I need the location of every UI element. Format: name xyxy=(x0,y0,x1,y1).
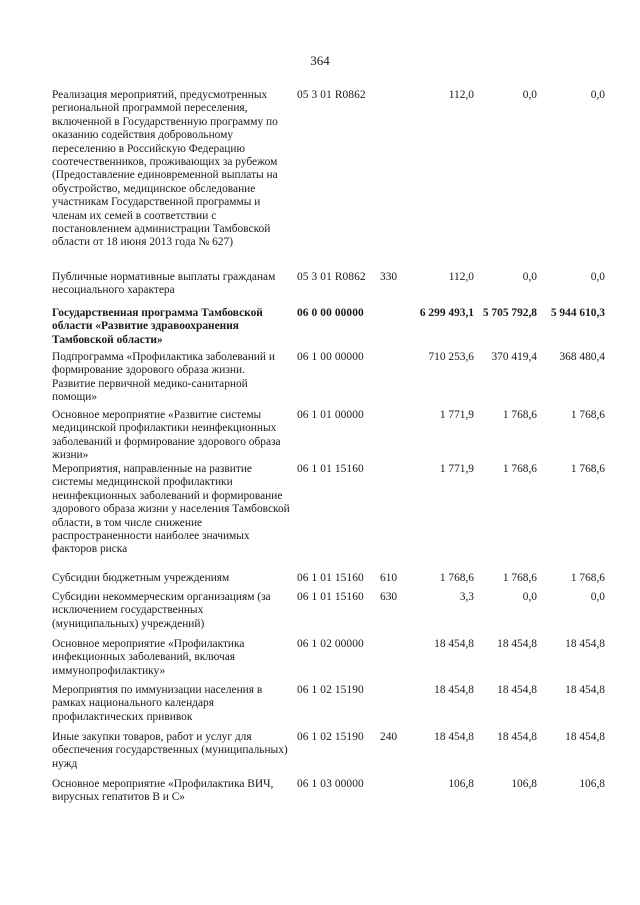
table-row xyxy=(0,89,640,271)
row-code: 05 3 01 R0862 xyxy=(297,89,366,101)
row-value-3: 1 768,6 xyxy=(570,572,605,584)
table-row xyxy=(0,463,640,572)
row-expense-type: 630 xyxy=(380,591,398,603)
row-code: 06 0 00 00000 xyxy=(297,307,364,319)
table-row xyxy=(0,778,640,808)
table-row xyxy=(0,271,640,307)
row-code: 06 1 03 00000 xyxy=(297,778,364,790)
table-row xyxy=(0,307,640,351)
row-value-1: 710 253,6 xyxy=(428,351,474,363)
row-value-2: 370 419,4 xyxy=(491,351,537,363)
row-name: Иные закупки товаров, работ и услуг для обеспечения государственных (муниципальных) нужд xyxy=(52,731,288,770)
row-value-2: 1 768,6 xyxy=(502,409,537,421)
table-row xyxy=(0,684,640,731)
row-value-2: 5 705 792,8 xyxy=(482,307,537,319)
row-value-2: 18 454,8 xyxy=(497,638,537,650)
row-value-3: 18 454,8 xyxy=(565,638,605,650)
row-value-3: 5 944 610,3 xyxy=(550,307,605,319)
row-value-1: 18 454,8 xyxy=(434,684,474,696)
row-value-2: 18 454,8 xyxy=(497,684,537,696)
table-row xyxy=(0,731,640,778)
table-row xyxy=(0,409,640,463)
row-value-1: 1 768,6 xyxy=(439,572,474,584)
row-expense-type: 240 xyxy=(380,731,398,743)
row-value-3: 18 454,8 xyxy=(565,731,605,743)
row-value-1: 6 299 493,1 xyxy=(419,307,474,319)
row-expense-type: 610 xyxy=(380,572,398,584)
row-value-3: 0,0 xyxy=(590,89,605,101)
table-row xyxy=(0,351,640,409)
row-value-2: 1 768,6 xyxy=(502,572,537,584)
row-value-2: 1 768,6 xyxy=(502,463,537,475)
row-value-1: 112,0 xyxy=(448,89,474,101)
row-value-1: 18 454,8 xyxy=(434,638,474,650)
row-value-1: 112,0 xyxy=(448,271,474,283)
row-value-1: 1 771,9 xyxy=(439,409,474,421)
row-value-1: 3,3 xyxy=(459,591,474,603)
row-name: Субсидии некоммерческим организациям (за исключением государственных (муниципальных) учреждений) xyxy=(52,591,271,630)
row-value-2: 106,8 xyxy=(511,778,537,790)
row-code: 06 1 01 00000 xyxy=(297,409,364,421)
row-name: Публичные нормативные выплаты гражданам несоциального характера xyxy=(52,271,276,297)
row-name: Мероприятия по иммунизации населения в рамках национального календаря профилактических прививок xyxy=(52,684,263,723)
page-number: 364 xyxy=(310,53,330,68)
row-name: Подпрограмма «Профилактика заболеваний и формирование здорового образа жизни. Развитие первичной медико-санитарной помощи» xyxy=(52,351,275,404)
row-name: Субсидии бюджетным учреждениям xyxy=(52,572,230,584)
row-name: Основное мероприятие «Профилактика ВИЧ, вирусных гепатитов В и С» xyxy=(52,778,274,804)
row-value-3: 0,0 xyxy=(590,591,605,603)
row-value-2: 0,0 xyxy=(522,89,537,101)
row-value-1: 106,8 xyxy=(448,778,474,790)
table-row xyxy=(0,638,640,684)
row-value-2: 0,0 xyxy=(522,271,537,283)
budget-table xyxy=(0,89,640,808)
row-name: Мероприятия, направленные на развитие системы медицинской профилактики неинфекционных заболеваний и формирование здорового образа жизни у населения Тамбовской области, в том числе снижение распространенности наиболее значимых факторов риска xyxy=(52,463,290,556)
row-code: 05 3 01 R0862 xyxy=(297,271,366,283)
row-name: Государственная программа Тамбовской области «Развитие здравоохранения Тамбовской области» xyxy=(52,307,263,346)
row-value-3: 106,8 xyxy=(579,778,605,790)
row-name: Основное мероприятие «Развитие системы медицинской профилактики неинфекционных заболеваний и формирование здорового образа жизни» xyxy=(52,409,281,462)
row-code: 06 1 01 15160 xyxy=(297,572,364,584)
row-value-3: 18 454,8 xyxy=(565,684,605,696)
row-value-3: 1 768,6 xyxy=(570,463,605,475)
row-value-3: 1 768,6 xyxy=(570,409,605,421)
row-value-3: 368 480,4 xyxy=(559,351,605,363)
table-row xyxy=(0,572,640,591)
row-code: 06 1 00 00000 xyxy=(297,351,364,363)
row-code: 06 1 02 15190 xyxy=(297,731,364,743)
row-expense-type: 330 xyxy=(380,271,398,283)
row-code: 06 1 01 15160 xyxy=(297,463,364,475)
row-name: Реализация мероприятий, предусмотренных региональной программой переселения, включенной в Государственную программу по оказанию содействия добровольному переселению в Российскую Федерацию соотечественников, проживающих за рубежом (Предоставление единовременной выплаты на обустройство, медицинское обследование участникам Государственной программы и членам их семей в соответствии с постановлением администрации Тамбовской области от 18 июня 2013 года № 627) xyxy=(52,89,278,249)
row-value-3: 0,0 xyxy=(590,271,605,283)
row-code: 06 1 02 15190 xyxy=(297,684,364,696)
row-value-1: 1 771,9 xyxy=(439,463,474,475)
row-code: 06 1 02 00000 xyxy=(297,638,364,650)
row-value-2: 18 454,8 xyxy=(497,731,537,743)
row-code: 06 1 01 15160 xyxy=(297,591,364,603)
table-row xyxy=(0,591,640,638)
row-value-2: 0,0 xyxy=(522,591,537,603)
row-name: Основное мероприятие «Профилактика инфекционных заболеваний, включая иммунопрофилактику» xyxy=(52,638,245,677)
row-value-1: 18 454,8 xyxy=(434,731,474,743)
